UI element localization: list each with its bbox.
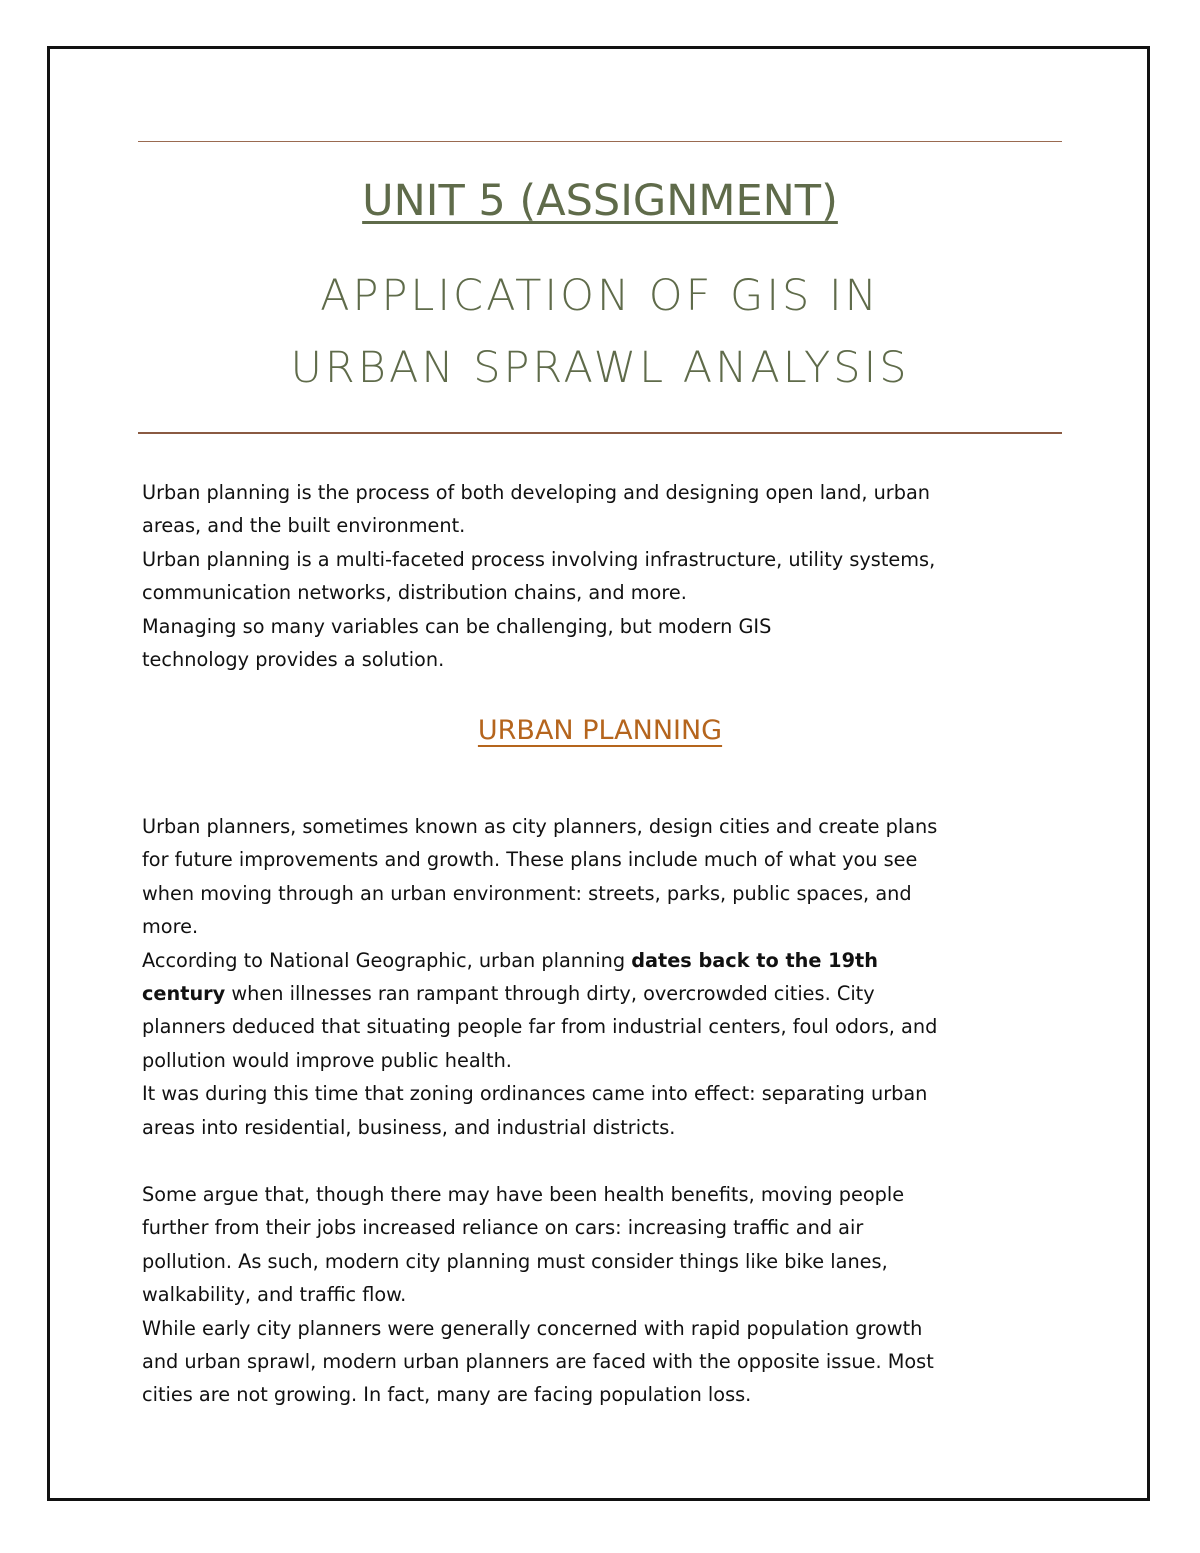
text-line: areas into residential, business, and industrial districts. — [142, 1115, 676, 1139]
text-segment: when illnesses ran rampant through dirty, overcrowded cities. City — [225, 982, 875, 1006]
bold-text: dates back to the 19th — [631, 948, 878, 972]
section-paragraph-1 — [142, 810, 937, 1144]
text-line: walkability, and traffic flow. — [142, 1283, 407, 1307]
text-line: Urban planners, sometimes known as city planners, design cities and create plans — [142, 815, 938, 838]
text-line: Urban planning is the process of both developing and designing open land, urban — [142, 481, 931, 504]
text-line: Some argue that, though there may have been health benefits, moving people — [142, 1183, 905, 1206]
text-line — [142, 977, 937, 1010]
text-line: Urban planning is a multi-faceted process involving infrastructure, utility systems, — [142, 547, 936, 571]
text-segment: According to National Geographic, urban planning — [142, 948, 632, 972]
text-line: It was during this time that zoning ordinances came into effect: separating urban — [142, 1082, 928, 1106]
text-line: further from their jobs increased reliance on cars: increasing traffic and air — [142, 1216, 864, 1240]
text-line: more. — [142, 915, 199, 939]
title-bottom-rule — [138, 432, 1062, 434]
document-subtitle — [138, 260, 1062, 404]
title-top-rule — [138, 141, 1062, 142]
bold-text: century — [142, 982, 226, 1006]
text-line: communication networks, distribution chains, and more. — [142, 581, 687, 605]
subtitle-line: APPLICATION OF GIS IN — [320, 271, 880, 321]
text-line: cities are not growing. In fact, many are facing population loss. — [142, 1383, 752, 1407]
text-line: Managing so many variables can be challenging, but modern GIS — [142, 614, 772, 638]
section-heading: URBAN PLANNING — [477, 715, 723, 746]
text-line: pollution would improve public health. — [142, 1048, 512, 1072]
text-line: for future improvements and growth. These plans include much of what you see — [142, 848, 918, 872]
text-line: technology provides a solution. — [142, 648, 445, 672]
intro-paragraph — [142, 476, 935, 676]
text-line: and urban sprawl, modern urban planners are faced with the opposite issue. Most — [142, 1350, 934, 1374]
section-paragraph-2 — [142, 1178, 934, 1412]
text-line: areas, and the built environment. — [142, 514, 466, 538]
text-line: when moving through an urban environment: streets, parks, public spaces, and — [142, 881, 912, 905]
text-line: pollution. As such, modern city planning must consider things like bike lanes, — [142, 1249, 888, 1273]
document-title: UNIT 5 (ASSIGNMENT) — [362, 176, 838, 226]
text-line: While early city planners were generally concerned with rapid population growth — [142, 1316, 923, 1340]
subtitle-line: URBAN SPRAWL ANALYSIS — [290, 343, 910, 393]
text-line — [142, 944, 937, 977]
text-line: planners deduced that situating people far from industrial centers, foul odors, and — [142, 1015, 938, 1039]
